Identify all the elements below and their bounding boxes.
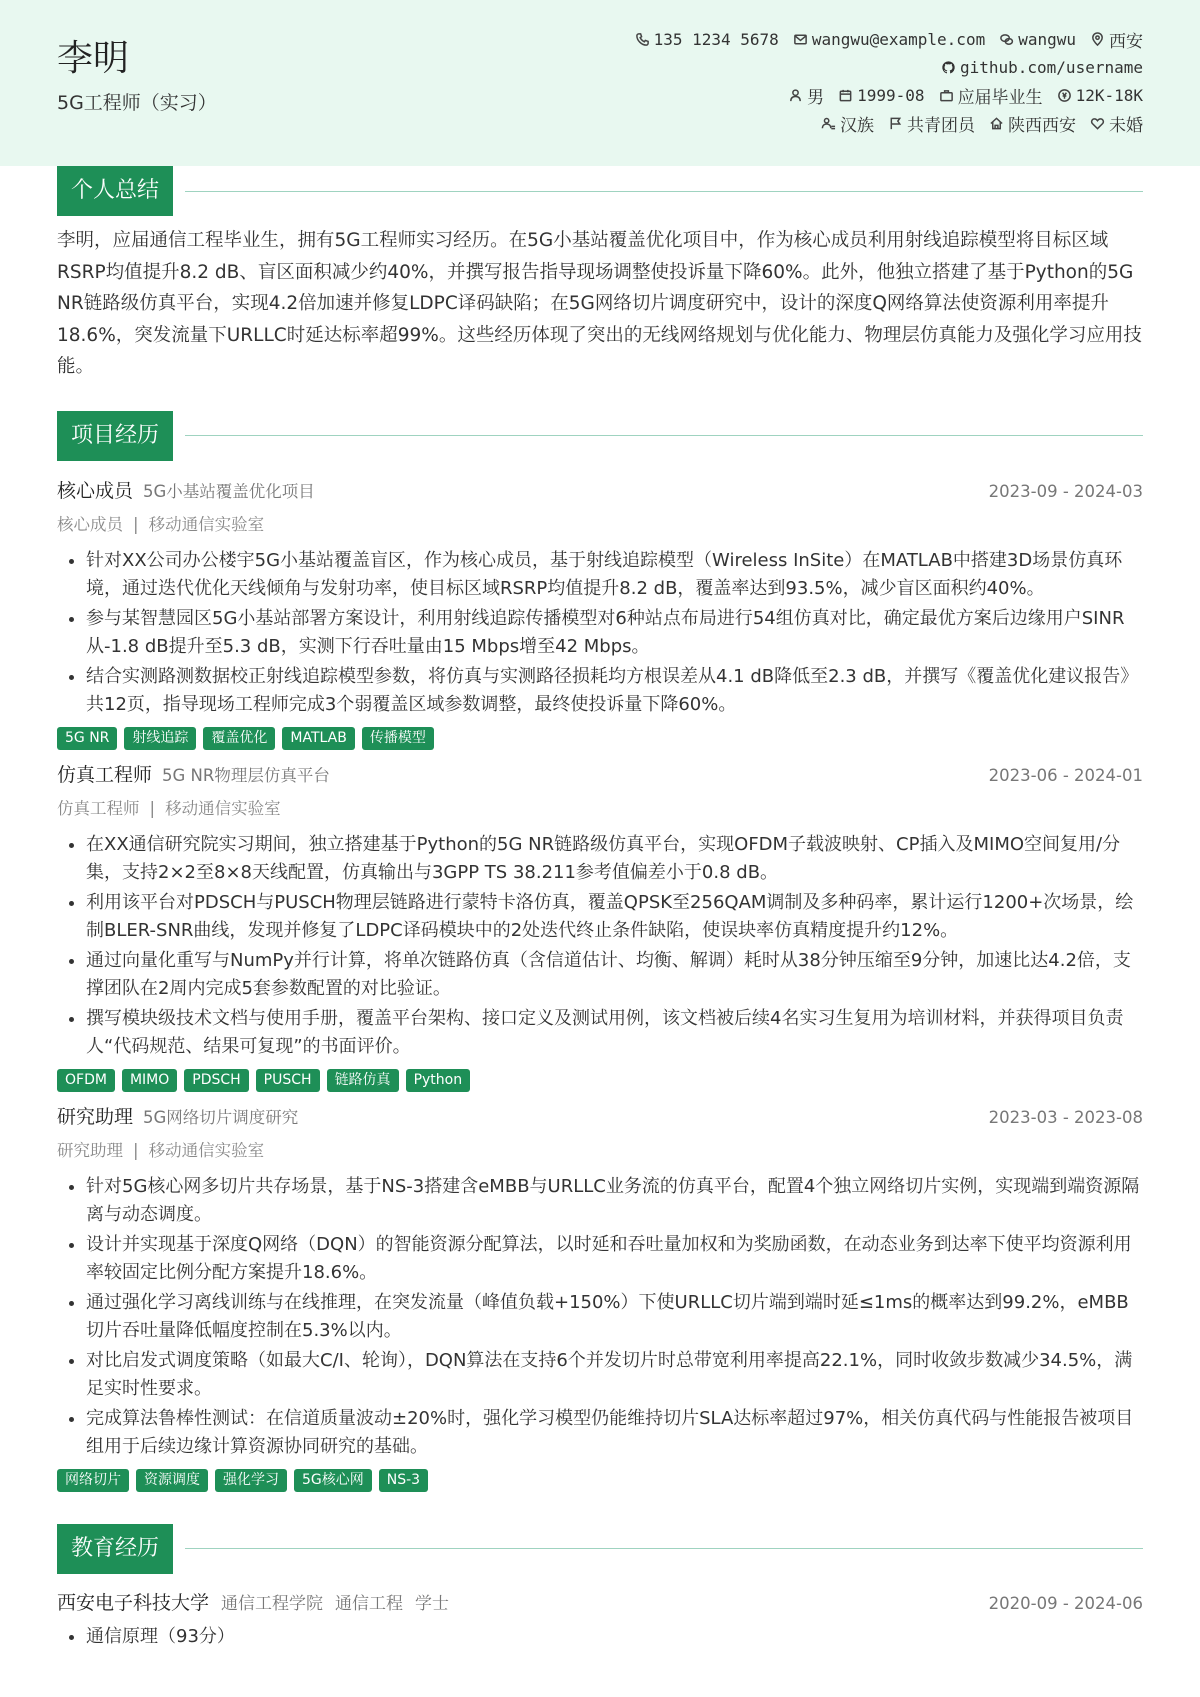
- project-item: [57, 476, 1143, 750]
- salary-item: [1057, 86, 1143, 105]
- bullet-item: • 结合实测路测数据校正射线追踪模型参数，将仿真与实测路径损耗均方根误差从4.1 dB降低至2.3 dB，并撰写《覆盖优化建议报告》共12页，指导现场工程师完成3个弱覆盖区域参数调整，最终使投诉量下降60%。: [86, 663, 1143, 719]
- resume-header: [0, 0, 1200, 166]
- project-role: 研究助理: [57, 1105, 134, 1128]
- phone-text[interactable]: 135 1234 5678: [653, 29, 779, 49]
- project-org: 移动通信实验室: [148, 514, 265, 534]
- github-item: [941, 58, 1143, 77]
- bullet-item: • 针对XX公司办公楼宇5G小基站覆盖盲区，作为核心成员，基于射线追踪模型（Wireless InSite）在MATLAB中搭建3D场景仿真环境，通过迭代优化天线倾角与发射功率，使目标区域RSRP均值提升8.2 dB，覆盖率达到93.5%，减少盲区面积约40%。: [86, 547, 1143, 603]
- mail-icon: [793, 32, 808, 47]
- email-item: [793, 30, 985, 49]
- skill-tags: [57, 1469, 1143, 1492]
- education-heading: [57, 1524, 1143, 1574]
- skill-tag: MATLAB: [282, 727, 354, 750]
- education-date: 2020-09 - 2024-06: [988, 1593, 1143, 1613]
- project-role: 核心成员: [57, 479, 134, 502]
- projects-heading: [57, 411, 1143, 461]
- email-text[interactable]: wangwu@example.com: [811, 29, 986, 49]
- project-org: 移动通信实验室: [148, 1140, 265, 1160]
- political-text: 共青团员: [907, 115, 975, 136]
- skill-tag: PDSCH: [184, 1069, 248, 1092]
- project-date: 2023-09 - 2024-03: [988, 481, 1143, 501]
- skill-tag: Python: [406, 1069, 471, 1092]
- bullet-item: • 通过强化学习离线训练与在线推理，在突发流量（峰值负载+150%）下使URLLC切片端到端时延≤1ms的概率达到99.2%，eMBB切片吞吐量降低幅度控制在5.3%以内。: [86, 1289, 1143, 1345]
- skill-tag: OFDM: [57, 1069, 115, 1092]
- course-list: [57, 1623, 1143, 1651]
- bullet-item: • 针对5G核心网多切片共存场景，基于NS-3搭建含eMBB与URLLC业务流的仿真平台，配置4个独立网络切片实例，实现端到端资源隔离与动态调度。: [86, 1173, 1143, 1229]
- status-text: 应届毕业生: [957, 87, 1043, 108]
- gender-item: [788, 83, 824, 108]
- status-item: [939, 83, 1043, 108]
- people-icon: [821, 116, 836, 131]
- skill-tag: 网络切片: [57, 1469, 129, 1492]
- calendar-icon: [838, 88, 853, 103]
- ethnicity-item: [821, 111, 874, 136]
- project-date: 2023-03 - 2023-08: [988, 1107, 1143, 1127]
- skill-tag: NS-3: [379, 1469, 428, 1492]
- course-item: • 通信原理（93分）: [86, 1623, 1143, 1651]
- candidate-role: 5G工程师（实习）: [57, 92, 217, 114]
- summary-heading: [57, 166, 1143, 216]
- gender-text: 男: [807, 87, 825, 108]
- project-bullets: [57, 831, 1143, 1061]
- education-entry: [57, 1588, 1143, 1615]
- project-org: 移动通信实验室: [165, 798, 281, 818]
- github-icon: [941, 60, 956, 75]
- birth-text: 1999-08: [857, 85, 925, 105]
- skill-tag: MIMO: [122, 1069, 177, 1092]
- political-item: [888, 111, 975, 136]
- bullet-item: • 完成算法鲁棒性测试：在信道质量波动±20%时，强化学习模型仍能维持切片SLA达标率超过97%，相关仿真代码与性能报告被项目组用于后续边缘计算资源协同研究的基础。: [86, 1405, 1143, 1461]
- project-name: 5G NR物理层仿真平台: [162, 765, 330, 785]
- salary-text: 12K-18K: [1075, 85, 1143, 105]
- project-subline: [57, 511, 1143, 535]
- school-name: 西安电子科技大学: [57, 1591, 210, 1614]
- contact-row-4: [821, 112, 1143, 134]
- github-link[interactable]: github.com/username: [959, 57, 1143, 77]
- project-title-group: [57, 1102, 298, 1129]
- location-text: 西安: [1109, 31, 1143, 52]
- project-item: [57, 760, 1143, 1092]
- location-item: [1090, 27, 1143, 52]
- section-title: 个人总结: [57, 166, 173, 216]
- project-sub-role: 核心成员: [57, 514, 123, 534]
- bullet-item: • 设计并实现基于深度Q网络（DQN）的智能资源分配算法，以时延和吞吐量加权和为奖励函数，在动态业务到达率下使平均资源利用率较固定比例分配方案提升18.6%。: [86, 1231, 1143, 1287]
- college-name: 通信工程学院: [221, 1593, 324, 1614]
- project-date: 2023-06 - 2024-01: [988, 765, 1143, 785]
- projects-section: [57, 411, 1143, 1492]
- section-divider: [185, 1548, 1143, 1549]
- home-icon: [989, 116, 1004, 131]
- skill-tag: 链路仿真: [327, 1069, 399, 1092]
- education-section: [57, 1524, 1143, 1651]
- project-name: 5G网络切片调度研究: [143, 1107, 299, 1127]
- skill-tag: 5G NR: [57, 727, 117, 750]
- bullet-item: • 对比启发式调度策略（如最大C/I、轮询），DQN算法在支持6个并发切片时总带宽利用率提高22.1%，同时收敛步数减少34.5%，满足实时性要求。: [86, 1347, 1143, 1403]
- summary-text: 李明，应届通信工程毕业生，拥有5G工程师实习经历。在5G小基站覆盖优化项目中，作为核心成员利用射线追踪模型将目标区域RSRP均值提升8.2 dB、盲区面积减少约40%，并撰写报告指导现场调整使投诉量下降60%。此外，他独立搭建了基于Python的5G NR链路级仿真平台，实现4.2倍加速并修复LDPC译码缺陷；在5G网络切片调度研究中，设计的深度Q网络算法使资源利用率提升18.6%，突发流量下URLLC时延达标率超99%。这些经历体现了突出的无线网络规划与优化能力、物理层仿真能力及强化学习应用技能。: [57, 230, 1142, 377]
- bullet-item: • 参与某智慧园区5G小基站部署方案设计，利用射线追踪传播模型对6种站点布局进行54组仿真对比，确定最优方案后边缘用户SINR从-1.8 dB提升至5.3 dB，实测下行吞吐量由15 Mbps增至42 Mbps。: [86, 605, 1143, 661]
- project-subline: [57, 1137, 1143, 1161]
- section-divider: [185, 191, 1143, 192]
- skill-tag: PUSCH: [256, 1069, 320, 1092]
- heart-icon: [1090, 116, 1105, 131]
- bullet-item: • 通过向量化重写与NumPy并行计算，将单次链路仿真（含信道估计、均衡、解调）耗时从38分钟压缩至9分钟，加速比达4.2倍，支撑团队在2周内完成5套参数配置的对比验证。: [86, 947, 1143, 1003]
- wechat-icon: [999, 32, 1014, 47]
- bullet-item: • 撰写模块级技术文档与使用手册，覆盖平台架构、接口定义及测试用例，该文档被后续4名实习生复用为培训材料，并获得项目负责人“代码规范、结果可复现”的书面评价。: [86, 1005, 1143, 1061]
- project-role: 仿真工程师: [57, 763, 153, 786]
- skill-tags: [57, 727, 1143, 750]
- phone-icon: [635, 32, 650, 47]
- degree-name: 学士: [415, 1593, 450, 1614]
- birth-item: [838, 86, 924, 105]
- separator: |: [133, 1140, 139, 1160]
- hometown-text: 陕西西安: [1008, 115, 1076, 136]
- separator: |: [133, 514, 139, 534]
- skill-tag: 覆盖优化: [203, 727, 275, 750]
- candidate-name: 李明: [57, 38, 130, 79]
- project-sub-role: 研究助理: [57, 1140, 123, 1160]
- contact-row-3: [788, 84, 1143, 106]
- marital-text: 未婚: [1109, 115, 1143, 136]
- wechat-item: [999, 30, 1076, 49]
- contact-info: [635, 28, 1143, 134]
- project-name: 5G小基站覆盖优化项目: [143, 481, 315, 501]
- bullet-item: • 利用该平台对PDSCH与PUSCH物理层链路进行蒙特卡洛仿真，覆盖QPSK至256QAM调制及多种码率，累计运行1200+次场景，绘制BLER-SNR曲线，发现并修复了LDPC译码模块中的2处迭代终止条件缺陷，使误块率仿真精度提升约12%。: [86, 889, 1143, 945]
- skill-tag: 强化学习: [215, 1469, 287, 1492]
- skill-tag: 传播模型: [362, 727, 434, 750]
- location-pin-icon: [1090, 32, 1105, 47]
- project-title-group: [57, 760, 330, 787]
- project-header: [57, 1102, 1143, 1129]
- money-icon: [1057, 88, 1072, 103]
- contact-row-2: [941, 56, 1143, 78]
- project-header: [57, 476, 1143, 503]
- separator: |: [149, 798, 156, 818]
- project-bullets: [57, 1173, 1143, 1461]
- project-item: [57, 1102, 1143, 1492]
- flag-icon: [888, 116, 903, 131]
- project-bullets: [57, 547, 1143, 719]
- section-divider: [185, 435, 1143, 436]
- person-icon: [788, 88, 803, 103]
- phone-item: [635, 30, 779, 49]
- major-name: 通信工程: [335, 1593, 404, 1614]
- project-subline: [57, 795, 1143, 819]
- contact-row-1: [635, 28, 1143, 50]
- education-title-group: [57, 1588, 449, 1615]
- skill-tag: 资源调度: [136, 1469, 208, 1492]
- project-header: [57, 760, 1143, 787]
- hometown-item: [989, 111, 1076, 136]
- summary-section: [57, 166, 1143, 383]
- skill-tags: [57, 1069, 1143, 1092]
- marital-item: [1090, 111, 1143, 136]
- wechat-text: wangwu: [1018, 29, 1076, 49]
- skill-tag: 射线追踪: [124, 727, 196, 750]
- section-title: 教育经历: [57, 1524, 173, 1574]
- skill-tag: 5G核心网: [294, 1469, 372, 1492]
- project-sub-role: 仿真工程师: [57, 798, 140, 818]
- section-title: 项目经历: [57, 411, 173, 461]
- bullet-item: • 在XX通信研究院实习期间，独立搭建基于Python的5G NR链路级仿真平台，实现OFDM子载波映射、CP插入及MIMO空间复用/分集，支持2×2至8×8天线配置，仿真输出与3GPP TS 38.211参考值偏差小于0.8 dB。: [86, 831, 1143, 887]
- briefcase-icon: [939, 88, 954, 103]
- ethnicity-text: 汉族: [840, 115, 874, 136]
- project-title-group: [57, 476, 315, 503]
